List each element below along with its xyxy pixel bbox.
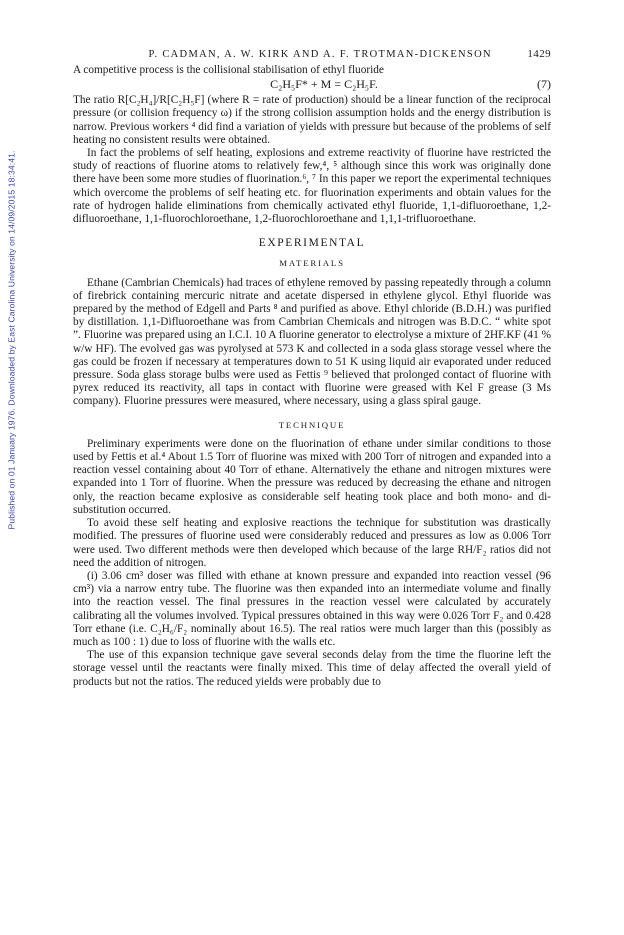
subheading-technique: TECHNIQUE — [278, 419, 346, 430]
download-stamp-text: Published on 01 January 1976. Downloaded by East Carolina University on 14/09/2015 18:34:41. — [6, 150, 17, 530]
page-number: 1429 — [527, 48, 551, 60]
running-header-authors: P. CADMAN, A. W. KIRK AND A. F. TROTMAN-DICKENSON — [148, 49, 492, 60]
paragraph-technique-4: The use of this expansion technique gave several seconds delay from the time the fluorine left the storage vessel until the reactants were finally mixed. This time of delay affected the overall yield of products but not the ratios. The reduced yields were probably due to — [73, 649, 551, 688]
equation-formula: C₂H₅F* + M = C₂H₅F. — [270, 77, 378, 92]
subheading-materials: MATERIALS — [279, 258, 345, 269]
paragraph-fact: In fact the problems of self heating, explosions and extreme reactivity of fluorine have restricted the study of reactions of fluorine atoms to relatively few,⁴, ⁵ although since this work was originally done there have been some more studies of fluorination.⁶, ⁷ In this paper we report the experimental techniques which overcome the problems of self heating etc. for fluorination experiments and obtain values for the rate of hydrogen halide eliminations from chemically activated ethyl fluoride, 1,1-difluoroethane, 1,2-difluoroethane, 1,1-fluorochloroethane, 1,2-fluorochloroethane and 1,1,1-trifluoroethane. — [73, 147, 551, 226]
section-heading-experimental: EXPERIMENTAL — [258, 237, 366, 250]
journal-page — [73, 48, 551, 689]
paragraph-materials: Ethane (Cambrian Chemicals) had traces of ethylene removed by passing repeatedly through a column of firebrick containing mercuric nitrate and acetate dispersed in ethylene glycol. Ethyl fluoride was prepared by the method of Edgell and Parts ⁸ and purified as above. Ethyl chloride (B.D.H.) was purified by distillation. 1,1-Difluoroethane was from Cambrian Chemicals and nitrogen was B.D.C. “ white spot ”. Fluorine was prepared using an I.C.I. 10 A fluorine generator to electrolyse a mixture of 2HF.KF (41 % w/w HF). The evolved gas was pyrolysed at 573 K and collected in a soda glass storage vessel where the gas could be frozen if necessary at temperatures down to 51 K using liquid air evaporated under reduced pressure. Soda glass storage bulbs were used as Fettis ⁹ believed that prolonged contact of fluorine with pyrex reduced its reactivity, all taps in contact with fluorine were greased with Kel F grease (3 Ms company). Fluorine pressures were measured, where necessary, using a glass spiral gauge. — [73, 276, 551, 408]
download-stamp — [4, 100, 18, 580]
paragraph-technique-3: (i) 3.06 cm³ doser was filled with ethane at known pressure and expanded into reaction vessel (96 cm³) via a narrow entry tube. The fluorine was then expanded into an intermediate volume and finally into the reaction vessel. The final pressures in the reaction vessel were calculated by accurately calibrating all the volumes involved. Typical pressures obtained in this way were 0.026 Torr F₂ and 0.428 Torr ethane (i.e. C₂H₆/F₂ nominally about 16.5). The real ratios were much larger than this (possibly as much as 100 : 1) due to loss of fluorine with the walls etc. — [73, 569, 551, 648]
paragraph-technique-1: Preliminary experiments were done on the fluorination of ethane under similar conditions to those used by Fettis et al.⁴ About 1.5 Torr of fluorine was mixed with 200 Torr of nitrogen and expanded into a reaction vessel containing about 40 Torr of ethane. Alternatively the ethane and nitrogen mixtures were expanded into 1 Torr of fluorine. When the pressure was reduced by decreasing the ethane and nitrogen only, the reaction became explosive as considerable self heating took place and both mono- and di-substitution occurred. — [73, 437, 551, 516]
running-header — [73, 48, 551, 64]
equation-7 — [73, 78, 551, 93]
paragraph-technique-2: To avoid these self heating and explosive reactions the technique for substitution was drastically modified. The pressures of fluorine used were considerably reduced and pressures as low as 0.006 Torr were used. Two different methods were then developed which because of the large RH/F₂ ratios did not need the addition of nitrogen. — [73, 517, 551, 569]
equation-number: (7) — [537, 77, 551, 92]
paragraph-ratio: The ratio R[C₂H₄]/R[C₂H₅F] (where R = rate of production) should be a linear function of the reciprocal pressure (or collision frequency ω) if the strong collision assumption holds and the energy distribution is narrow. Previous workers ⁴ did find a variation of yields with pressure but because of the problems of self heating no consistent results were obtained. — [73, 94, 551, 146]
intro-line: A competitive process is the collisional stabilisation of ethyl fluoride — [73, 64, 384, 76]
